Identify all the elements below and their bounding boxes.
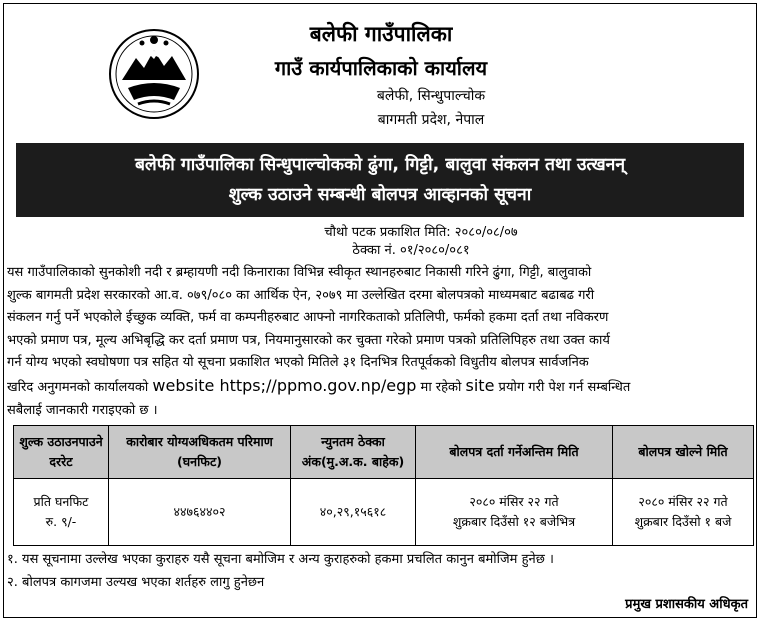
tender-table: [13, 425, 754, 546]
header-min-amount: न्युनतम ठेक्का अंक(मु.अ.क. बाहेक): [291, 426, 416, 479]
body-text-segment: प्रयोग गरी पेश गर्न सम्बन्धित: [494, 379, 631, 395]
signatory-title: प्रमुख प्रशासकीय अधिकृत: [625, 597, 748, 612]
body-line: गर्न योग्य भएको स्वघोषणा पत्र सहित यो सूचना प्रकाशित भएको मितिले ३१ दिनभित्र रितपूर्वकको विधुतीय बोलपत्र सार्वजनिक: [7, 355, 589, 371]
province: बागमती प्रदेश, नेपाल: [377, 112, 485, 128]
cell-opening-date: २०८० मंसिर २२ गते शुक्रबार दिउँसो १ बजे: [613, 479, 754, 546]
body-line: शुल्क बागमती प्रदेश सरकारको आ.व. ०७९/०८० का आर्थिक ऐन, २०७९ मा उल्लेखित दरमा बोलपत्रको माध्यमबाट बढाबढ गरी: [7, 287, 595, 303]
table-header-row: [14, 426, 754, 479]
body-line: भएको प्रमाण पत्र, मूल्य अभिबृद्धि कर दर्ता प्रमाण पत्र, नियमानुसारको कर चुक्ता गरेको प्रमाण पत्रको प्रतिलिपिहरु तथा उक्त कार्य: [7, 332, 610, 348]
cell-max-quantity: ४४७६४४०२: [109, 479, 291, 546]
office-name: गाउँ कार्यपालिकाको कार्यालय: [274, 56, 488, 80]
header-opening-date: बोलपत्र खोल्ने मिति: [613, 426, 754, 479]
location: बलेफी, सिन्धुपाल्चोक: [376, 88, 486, 104]
body-line: यस गाउँपालिकाको सुनकोशी नदी र ब्रम्हायणी नदी किनाराका विभिन्न स्वीकृत स्थानहरुबाट निकासी गरिने ढुंगा, गिट्टी, बालुवाको: [7, 265, 592, 280]
publish-date: चौथो पटक प्रकाशित मिति: २०८०/०८/०७: [324, 225, 518, 240]
body-line: संकलन गर्नु पर्ने भएकोले ईच्छुक व्यक्ति, फर्म वा कम्पनीहरुबाट आफ्नो नागरिकताको प्रतिलिपी, फर्मको हकमा दर्ता तथा नविकरण: [7, 310, 609, 326]
header-max-quantity: कारोबार योग्यअधिकतम परिमाण (घनफिट): [109, 426, 291, 479]
banner-line-2: शुल्क उठाउने सम्बन्धी बोलपत्र आव्हानको सूचना: [228, 185, 532, 205]
cell-rate: प्रति घनफिट रु. ९/-: [14, 479, 109, 546]
notice-title-banner: [16, 143, 744, 217]
note-2: २. बोलपत्र कागजमा उल्यख भएका शर्तहरु लागु हुनेछन: [7, 575, 265, 590]
header-rate: शुल्क उठाउनपाउने दररेट: [14, 426, 109, 479]
contract-number: ठेक्का नं. ०१/२०८०/०८१: [352, 243, 470, 258]
body-line: [7, 375, 755, 400]
table-row: [14, 479, 754, 546]
notice-body: [7, 262, 755, 422]
cell-registration-deadline: २०८० मंसिर २२ गते शुक्रबार दिउँसो १२ बजेभित्र: [416, 479, 613, 546]
body-text-segment: खरिद अनुगमनको कार्यालयको: [7, 379, 153, 395]
note-1: १. यस सूचनामा उल्लेख भएका कुराहरु यसै सूचना बमोजिम र अन्य कुराहरुको हकमा प्रचलित कानुन बमोजिम हुनेछ ।: [7, 552, 554, 567]
cell-min-amount: ४०,२९,१५६१८: [291, 479, 416, 546]
website-link[interactable]: website https;//ppmo.gov.np/egp: [152, 375, 417, 395]
org-name: बलेफी गाउँपालिका: [309, 22, 453, 46]
header-registration-deadline: बोलपत्र दर्ता गर्नेअन्तिम मिति: [416, 426, 613, 479]
body-text-segment: मा रहेको: [416, 379, 466, 395]
site-word: site: [465, 375, 495, 395]
banner-line-1: बलेफी गाउँपालिका सिन्धुपाल्चोकको ढुंगा, गिट्टी, बालुवा संकलन तथा उत्खनन्: [134, 155, 626, 175]
body-line: सबैलाई जानकारी गराइएको छ ।: [7, 402, 158, 418]
